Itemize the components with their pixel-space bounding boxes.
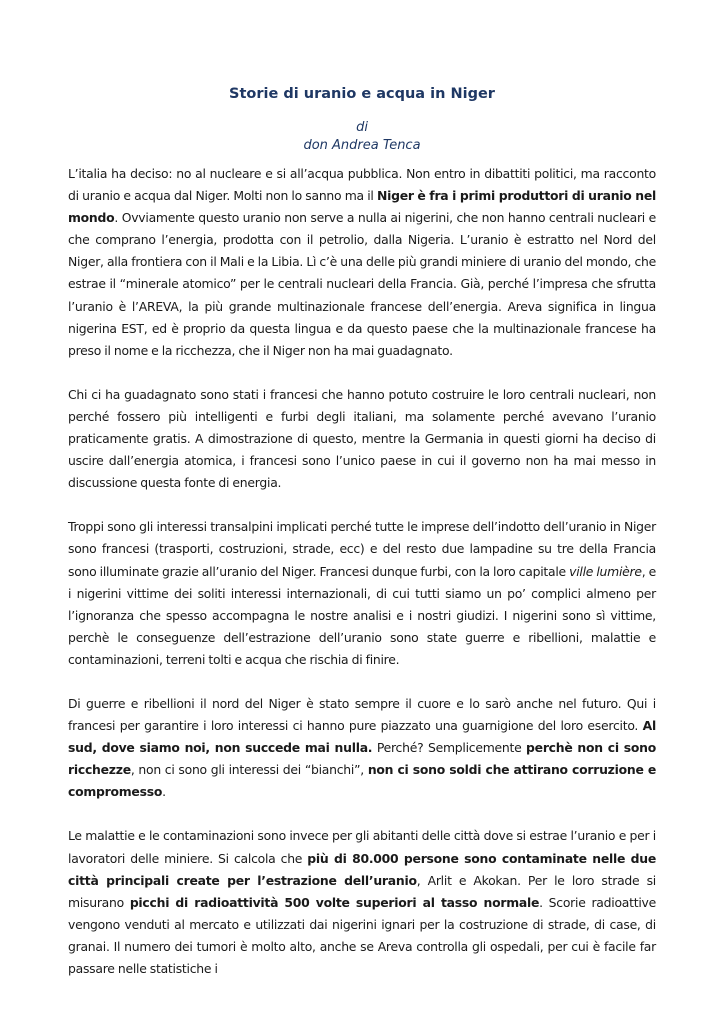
text-run: Di guerre e ribellioni il nord del Niger è stato sempre il cuore e lo sarò anche nel futuro. Qui i francesi per garantire i loro interessi ci hanno pure piazzato una guarnigione del loro esercito. xyxy=(68,695,656,734)
bold-text: più di 80.000 persone sono contaminate nelle due città principali create per l’estrazione dell’uranio xyxy=(68,850,656,888)
text-run: , non ci sono gli interessi dei “bianchi”, xyxy=(130,762,368,778)
paragraph xyxy=(68,384,656,494)
text-run: , e i nigerini vittime dei soliti interessi internazionali, di cui tutti siamo un po’ complici almeno per l’ignoranza che spesso accompagna le nostre analisi e i nostri giudizi. I nigerini sono sì vittime, perchè le conseguenze dell’estrazione dell’uranio sono state guerre e ribellioni, malattie e contaminazioni, terreni tolti e acqua che rischia di finire. xyxy=(68,563,657,667)
text-run: Chi ci ha guadagnato sono stati i francesi che hanno potuto costruire le loro centrali nucleari, non perché fossero più intelligenti e furbi degli italiani, ma solamente perché avevano l’uranio praticamente gratis. A dimostrazione di questo, mentre la Germania in questi giorni ha deciso di uscire dall’energia atomica, i francesi sono l’unico paese in cui il governo non ha mai messo in discussione questa fonte di energia. xyxy=(68,386,656,491)
bold-text: perchè non ci sono ricchezze xyxy=(68,740,656,778)
text-run: L’italia ha deciso: no al nucleare e si all’acqua pubblica. Non entro in dibattiti politici, ma racconto di uranio e acqua dal Niger. Molti non lo sanno ma il xyxy=(68,166,656,204)
bold-text: non ci sono soldi che attirano corruzione e compromesso xyxy=(68,762,657,800)
text-run: Troppi sono gli interessi transalpini implicati perché tutte le imprese dell’indotto dell’uranio in Niger sono francesi (trasporti, costruzioni, strade, ecc) e del resto due lampadine su tre della Francia sono illuminate grazie all’uranio del Niger. Francesi dunque furbi, con la loro capitale xyxy=(68,519,656,579)
bold-text: Niger è fra i primi produttori di uranio nel mondo xyxy=(68,188,656,226)
paragraph xyxy=(68,163,656,362)
paragraph xyxy=(68,693,656,803)
byline-prefix: di xyxy=(356,120,368,135)
text-run: Le malattie e le contaminazioni sono invece per gli abitanti delle città dove si estrae l’uranio e per i lavoratori delle miniere. Si calcola che xyxy=(68,828,656,866)
italic-text: ville lumière xyxy=(569,563,642,579)
bold-text: Al sud, dove siamo noi, non succede mai nulla. xyxy=(68,718,656,756)
text-run: , Arlit e Akokan. Per le loro strade si misurano xyxy=(68,872,656,910)
text-run: . xyxy=(162,784,166,800)
text-run: . Ovviamente questo uranio non serve a nulla ai nigerini, che non hanno centrali nucleari e che comprano l’energia, prodotta con il petrolio, dalla Nigeria. L’uranio è estratto nel Nord del Niger, alla frontiera con il Mali e la Libia. Lì c’è una delle più grandi miniere di uranio del mondo, che estrae il “minerale atomico” per le centrali nucleari della Francia. Già, perché l’impresa che sfrutta l’uranio è l’AREVA, la più grande multinazionale francese dell’energia. Areva significa in lingua nigerina EST, ed è proprio da questa lingua e da questo paese che la multinazionale francese ha preso il nome e la ricchezza, che il Niger non ha mai guadagnato. xyxy=(68,210,656,358)
bold-text: picchi di radioattività 500 volte superiori al tasso normale xyxy=(129,894,540,910)
paragraph xyxy=(68,825,656,980)
byline xyxy=(0,119,724,155)
paragraph xyxy=(68,516,656,671)
text-run: Perché? Semplicemente xyxy=(372,740,527,756)
text-run: . Scorie radioattive vengono venduti al mercato e utilizzati dai nigerini ignari per la costruzione di strade, di case, di granai. Il numero dei tumori è molto alto, anche se Areva controlla gli ospedali, per cui è facile far passare nelle statistiche i xyxy=(68,894,656,976)
document-title: Storie di uranio e acqua in Niger xyxy=(229,86,495,102)
document-body xyxy=(68,163,656,1002)
author-name: don Andrea Tenca xyxy=(303,138,421,153)
